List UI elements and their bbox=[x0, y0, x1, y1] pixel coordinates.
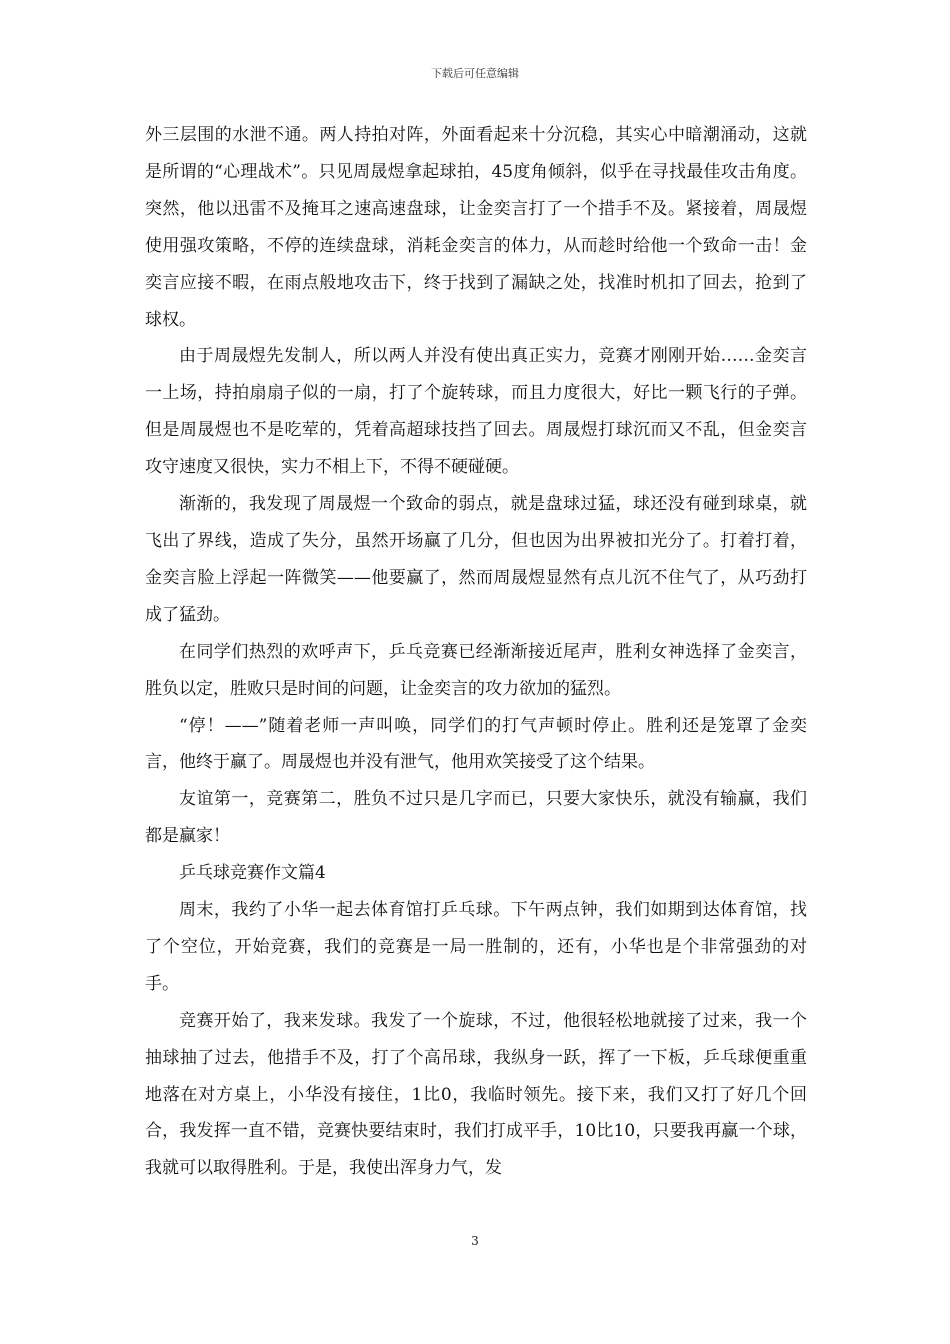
paragraph-4: 在同学们热烈的欢呼声下，乒乓竞赛已经渐渐接近尾声，胜利女神选择了金奕言，胜负以定，胜败只是时间的问题，让金奕言的攻力欲加的猛烈。 bbox=[145, 641, 807, 699]
page-number: 3 bbox=[471, 1234, 479, 1248]
paragraph-2: 由于周晟煜先发制人，所以两人并没有使出真正实力，竞赛才刚刚开始……金奕言一上场，持拍扇扇子似的一扇，打了个旋转球，而且力度很大，好比一颗飞行的子弹。但是周晟煜也不是吃荤的，凭着高超球技挡了回去。周晟煜打球沉而又不乱，但金奕言攻守速度又很快，实力不相上下，不得不硬碰硬。 bbox=[145, 346, 807, 478]
paragraph-7: 周末，我约了小华一起去体育馆打乒乓球。下午两点钟，我们如期到达体育馆，找了个空位，开始竞赛，我们的竞赛是一局一胜制的，还有，小华也是个非常强劲的对手。 bbox=[145, 900, 807, 994]
page-header-note: 下载后可任意编辑 bbox=[431, 67, 519, 80]
paragraph-5: “停！——”随着老师一声叫唤，同学们的打气声顿时停止。胜利还是笼罩了金奕言，他终于赢了。周晟煜也并没有泄气，他用欢笑接受了这个结果。 bbox=[145, 715, 807, 773]
paragraph-1: 外三层围的水泄不通。两人持拍对阵，外面看起来十分沉稳，其实心中暗潮涌动，这就是所谓的“心理战术”。只见周晟煜拿起球拍，45度角倾斜，似乎在寻找最佳攻击角度。突然，他以迅雷不及掩耳之速高速盘球，让金奕言打了一个措手不及。紧接着，周晟煜使用强攻策略，不停的连续盘球，消耗金奕言的体力，从而趁时给他一个致命一击！金奕言应接不暇，在雨点般地攻击下，终于找到了漏缺之处，找准时机扣了回去，抢到了球权。 bbox=[145, 125, 807, 330]
paragraph-6: 友谊第一，竞赛第二，胜负不过只是几字而已，只要大家快乐，就没有输赢，我们都是赢家！ bbox=[145, 789, 807, 847]
section-heading: 乒乓球竞赛作文篇4 bbox=[179, 863, 326, 884]
article-body bbox=[145, 117, 807, 1187]
paragraph-3: 渐渐的，我发现了周晟煜一个致命的弱点，就是盘球过猛，球还没有碰到球桌，就飞出了界线，造成了失分，虽然开场赢了几分，但也因为出界被扣光分了。打着打着，金奕言脸上浮起一阵微笑——他要赢了，然而周晟煜显然有点儿沉不住气了，从巧劲打成了猛劲。 bbox=[145, 494, 807, 625]
paragraph-8: 竞赛开始了，我来发球。我发了一个旋球，不过，他很轻松地就接了过来，我一个抽球抽了过去，他措手不及，打了个高吊球，我纵身一跃，挥了一下板，乒乓球便重重地落在对方桌上，小华没有接住，1比0，我临时领先。接下来，我们又打了好几个回合，我发挥一直不错，竞赛快要结束时，我们打成平手，10比10，只要我再赢一个球，我就可以取得胜利。于是，我使出浑身力气，发 bbox=[145, 1010, 807, 1179]
